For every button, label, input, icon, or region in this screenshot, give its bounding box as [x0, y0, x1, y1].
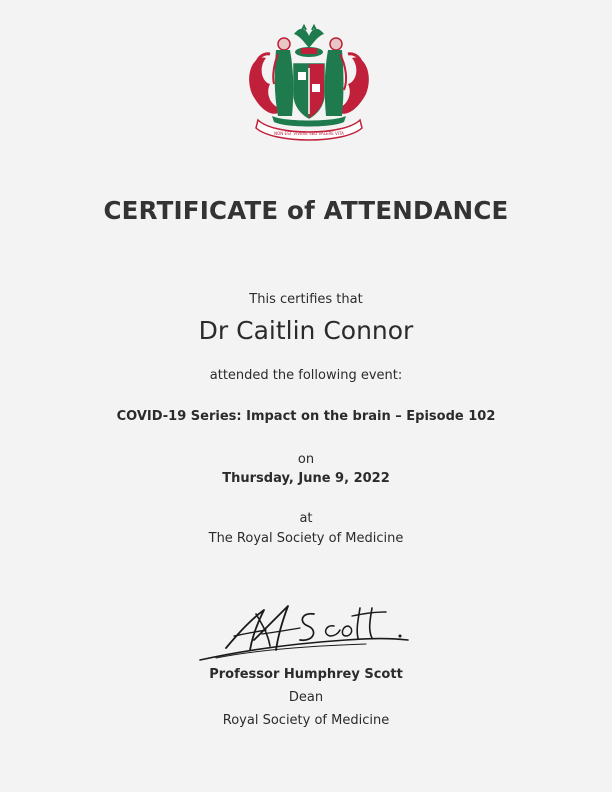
event-date: Thursday, June 9, 2022 — [222, 471, 390, 486]
signatory-title: Dean — [288, 690, 324, 705]
certifies-text: This certifies that — [249, 292, 363, 307]
crest-icon — [244, 24, 374, 144]
venue: The Royal Society of Medicine — [208, 531, 404, 546]
recipient-name: Dr Caitlin Connor — [198, 316, 414, 345]
signatory-org: Royal Society of Medicine — [222, 713, 390, 728]
at-text: at — [299, 511, 313, 526]
signatory-name: Professor Humphrey Scott — [209, 667, 403, 682]
attended-text: attended the following event: — [209, 368, 403, 383]
svg-text:NON EST VIVERE SED VALERE VITA: NON EST VIVERE SED VALERE VITA — [274, 131, 344, 136]
certificate-title: CERTIFICATE of ATTENDANCE — [103, 196, 509, 225]
signature-icon — [196, 600, 412, 666]
on-text: on — [297, 452, 315, 467]
event-name: COVID-19 Series: Impact on the brain – Episode 102 — [116, 409, 496, 424]
